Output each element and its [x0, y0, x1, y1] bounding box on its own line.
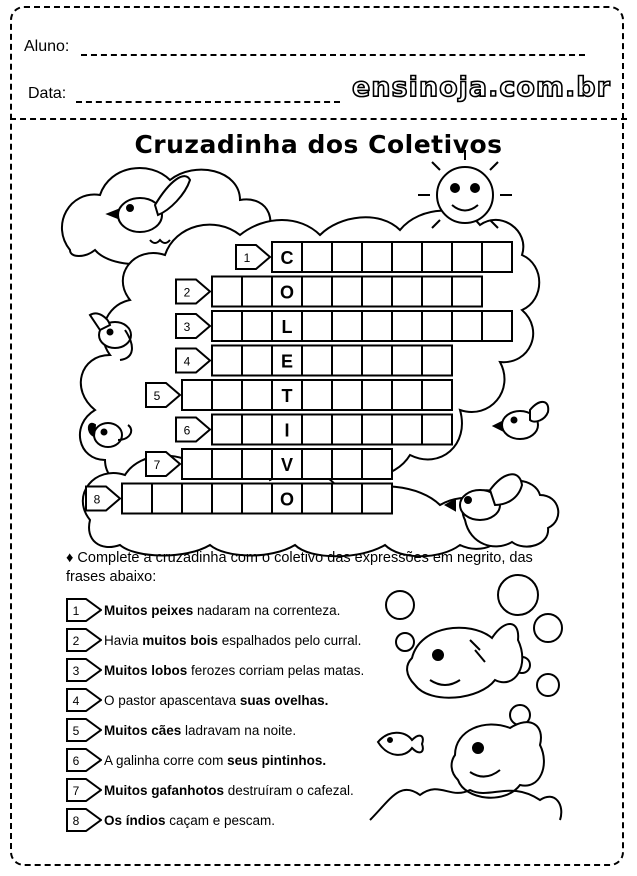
crossword-cell[interactable]	[362, 311, 392, 341]
key-letter: O	[279, 489, 295, 510]
crossword-cell[interactable]	[182, 380, 212, 410]
brand-logo: ensinoja.com.br	[352, 72, 611, 103]
crossword-cell[interactable]	[242, 380, 272, 410]
crossword-cell[interactable]	[122, 484, 152, 514]
clue-bold: seus pintinhos.	[227, 753, 327, 768]
crossword-cell[interactable]	[302, 346, 332, 376]
crossword-cell[interactable]	[362, 484, 392, 514]
row-number: 1	[243, 251, 251, 265]
crossword-cell[interactable]	[332, 242, 362, 272]
clue-bold: suas ovelhas.	[239, 693, 329, 708]
crossword-cell[interactable]	[242, 449, 272, 479]
fish-illustrations	[370, 575, 562, 820]
clue-post: caçam e pescam.	[165, 813, 276, 828]
crossword-cell[interactable]	[392, 346, 422, 376]
crossword-cell[interactable]	[212, 346, 242, 376]
crossword-cell[interactable]	[332, 484, 362, 514]
crossword-cell[interactable]	[242, 346, 272, 376]
crossword-cell[interactable]	[242, 415, 272, 445]
clue-text	[104, 603, 340, 618]
key-letter: V	[280, 455, 294, 475]
clue-text	[104, 633, 361, 648]
crossword-cell[interactable]	[392, 380, 422, 410]
clue-text	[104, 723, 296, 738]
date-label: Data:	[28, 85, 67, 102]
crossword-cell[interactable]	[452, 311, 482, 341]
crossword-cell[interactable]	[302, 242, 332, 272]
crossword-cell[interactable]	[212, 311, 242, 341]
crossword-cell[interactable]	[452, 242, 482, 272]
crossword-cell[interactable]	[212, 415, 242, 445]
bird-right-icon	[494, 402, 548, 439]
row-number: 7	[153, 458, 161, 472]
crossword-cell[interactable]	[302, 311, 332, 341]
clue-bold: Muitos peixes	[104, 603, 194, 618]
crossword-cell[interactable]	[242, 484, 272, 514]
crossword-cell[interactable]	[212, 277, 242, 307]
crossword-cell[interactable]	[422, 380, 452, 410]
clue-text	[104, 753, 326, 768]
clue-number: 6	[72, 754, 80, 768]
clue-number: 8	[72, 814, 80, 828]
crossword-cell[interactable]	[422, 277, 452, 307]
row-number: 4	[183, 354, 191, 369]
clue-flag-icon	[66, 808, 102, 832]
crossword-cell[interactable]	[362, 449, 392, 479]
clue-pre: Havia	[104, 633, 143, 648]
key-letter: C	[280, 248, 294, 268]
row-number: 6	[183, 423, 191, 438]
clue-flag-icon	[66, 658, 102, 682]
clue-bold: Muitos cães	[104, 723, 182, 738]
clue-text	[104, 693, 328, 708]
clue-post: destruíram o cafezal.	[224, 783, 354, 798]
crossword-cell[interactable]	[362, 415, 392, 445]
clue-post: espalhados pelo curral.	[218, 633, 362, 648]
crossword-cell[interactable]	[182, 484, 212, 514]
crossword-cell[interactable]	[422, 415, 452, 445]
clue-bold: Muitos lobos	[104, 663, 188, 678]
crossword-cell[interactable]	[242, 311, 272, 341]
crossword-cell[interactable]	[362, 346, 392, 376]
clue-number: 5	[72, 724, 80, 738]
crossword-cell[interactable]	[332, 346, 362, 376]
crossword-cell[interactable]	[242, 277, 272, 307]
crossword-cell[interactable]	[302, 380, 332, 410]
crossword-cell[interactable]	[332, 311, 362, 341]
key-letter: O	[279, 282, 295, 303]
crossword-cell[interactable]	[212, 484, 242, 514]
clue-number: 4	[72, 694, 80, 708]
crossword-cell[interactable]	[152, 484, 182, 514]
fish-small-icon	[378, 733, 423, 755]
clue-flag-icon	[66, 778, 102, 802]
clue-flag-icon	[66, 688, 102, 712]
clue-pre: O pastor apascentava	[104, 693, 240, 708]
crossword-cell[interactable]	[392, 242, 422, 272]
clue-number: 1	[72, 604, 80, 618]
clue-post: nadaram na correnteza.	[193, 603, 341, 618]
clue-flag-icon	[66, 718, 102, 742]
crossword-cell[interactable]	[362, 380, 392, 410]
key-letter: L	[281, 317, 293, 337]
key-letter: T	[281, 386, 293, 406]
fish-bottom-icon	[452, 722, 544, 798]
crossword-cell[interactable]	[392, 311, 422, 341]
crossword-cell[interactable]	[212, 449, 242, 479]
crossword-cell[interactable]	[182, 449, 212, 479]
clue-text	[104, 813, 275, 828]
crossword-cell[interactable]	[332, 277, 362, 307]
crossword-cell[interactable]	[452, 277, 482, 307]
row-number: 5	[153, 389, 161, 403]
crossword-cell[interactable]	[302, 415, 332, 445]
fish-large-icon	[407, 624, 522, 698]
key-letter: I	[284, 420, 290, 441]
clue-pre: A galinha corre com	[104, 753, 228, 768]
row-number: 2	[183, 285, 191, 300]
crossword-cell[interactable]	[302, 277, 332, 307]
clue-number: 2	[72, 634, 80, 648]
crossword-cell[interactable]	[302, 484, 332, 514]
crossword-cell[interactable]	[332, 380, 362, 410]
student-label: Aluno:	[24, 38, 70, 55]
crossword-cell[interactable]	[332, 449, 362, 479]
crossword-cell[interactable]	[362, 277, 392, 307]
crossword-cell[interactable]	[422, 242, 452, 272]
crossword-cell[interactable]	[302, 449, 332, 479]
clue-number: 7	[72, 784, 80, 798]
crossword-cell[interactable]	[422, 346, 452, 376]
clue-flag-icon	[66, 598, 102, 622]
crossword-cell[interactable]	[212, 380, 242, 410]
row-number: 8	[93, 492, 101, 507]
crossword-cell[interactable]	[392, 415, 422, 445]
instructions-text: ♦ Complete a cruzadinha com o coletivo das expressões em negrito, das frases abaixo:	[66, 550, 533, 585]
clue-bold: Os índios	[104, 813, 166, 828]
crossword-cell[interactable]	[482, 311, 512, 341]
clue-post: ferozes corriam pelas matas.	[187, 663, 365, 678]
row-number: 3	[183, 320, 191, 334]
crossword-cell[interactable]	[392, 277, 422, 307]
crossword-cell[interactable]	[362, 242, 392, 272]
clue-flag-icon	[66, 628, 102, 652]
crossword-cell[interactable]	[482, 242, 512, 272]
key-letter: E	[280, 351, 294, 372]
crossword-cell[interactable]	[332, 415, 362, 445]
clue-bold: muitos bois	[142, 633, 219, 648]
seaweed-line	[370, 789, 561, 820]
page-title: Cruzadinha dos Coletivos	[134, 130, 503, 159]
clue-text	[104, 783, 354, 798]
clue-bold: Muitos gafanhotos	[104, 783, 224, 798]
clue-number: 3	[72, 664, 80, 678]
clue-text	[104, 663, 364, 678]
clue-flag-icon	[66, 748, 102, 772]
crossword-cell[interactable]	[422, 311, 452, 341]
clue-post: ladravam na noite.	[181, 723, 297, 738]
